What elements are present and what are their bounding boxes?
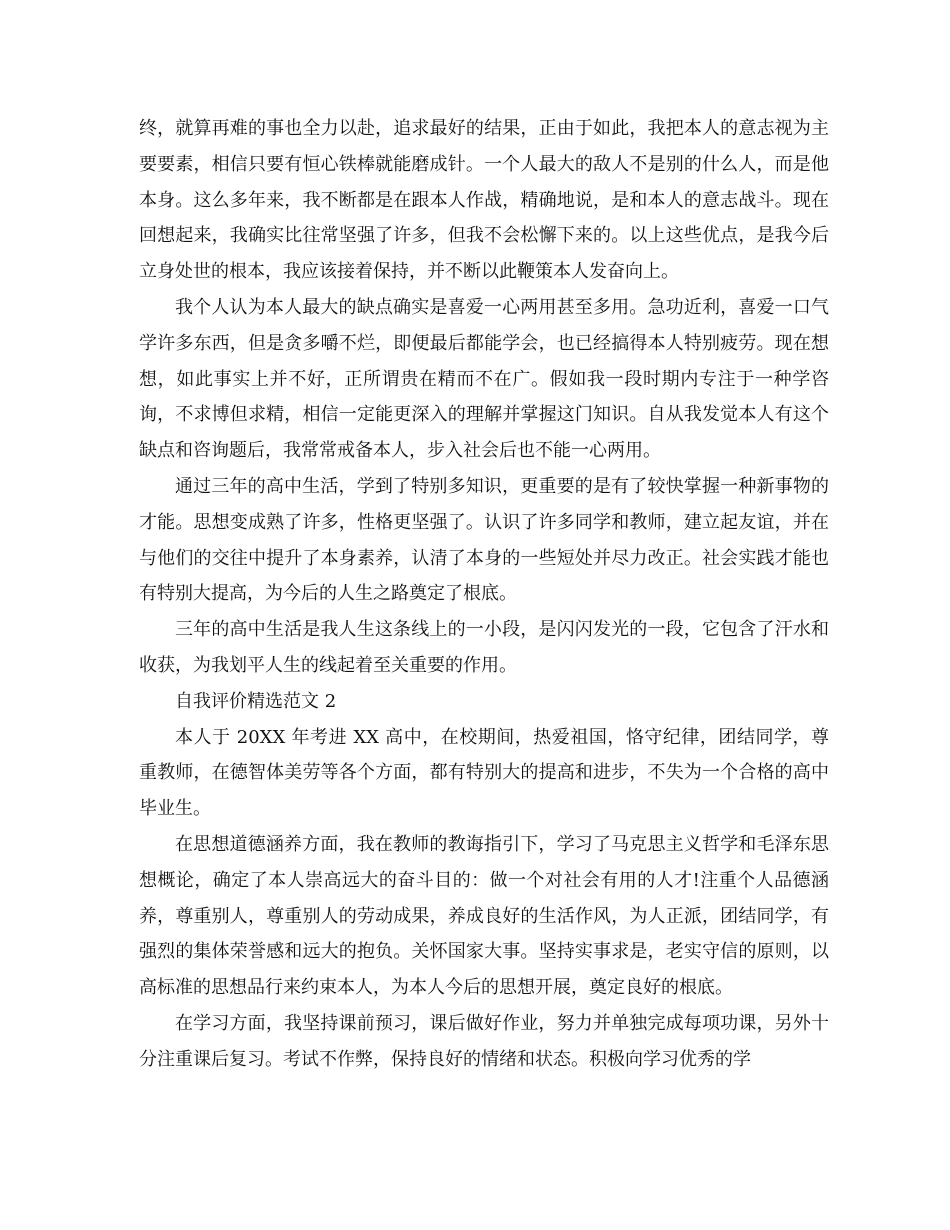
paragraph: 本人于 20XX 年考进 XX 高中，在校期间，热爱祖国，恪守纪律，团结同学，尊重教师，在德智体美劳等各个方面，都有特别大的提高和进步，不失为一个合格的高中毕业生。 — [139, 726, 829, 820]
paragraph: 在思想道德涵养方面，我在教师的教诲指引下，学习了马克思主义哲学和毛泽东思想概论，确定了本人崇高远大的奋斗目的：做一个对社会有用的人才!注重个人品德涵养，尊重别人，尊重别人的劳动成果，养成良好的生活作风，为人正派，团结同学，有强烈的集体荣誉感和远大的抱负。关怀国家大事。坚持实事求是，老实守信的原则，以高标准的思想品行来约束本人，为本人今后的思想开展，奠定良好的根底。 — [139, 833, 829, 999]
document-body — [139, 111, 829, 1078]
paragraph: 通过三年的高中生活，学到了特别多知识，更重要的是有了较快掌握一种新事物的才能。思想变成熟了许多，性格更坚强了。认识了许多同学和教师，建立起友谊，并在与他们的交往中提升了本身素养，认清了本身的一些短处并尽力改正。社会实践才能也有特别大提高，为今后的人生之路奠定了根底。 — [139, 475, 829, 605]
section-heading: 自我评价精选范文 2 — [175, 690, 337, 712]
paragraph: 在学习方面，我坚持课前预习，课后做好作业，努力并单独完成每项功课，另外十分注重课后复习。考试不作弊，保持良好的情绪和状态。积极向学习优秀的学 — [139, 1012, 829, 1070]
paragraph-continued: 终，就算再难的事也全力以赴，追求最好的结果，正由于如此，我把本人的意志视为主要要素，相信只要有恒心铁棒就能磨成针。一个人最大的敌人不是别的什么人，而是他本身。这么多年来，我不断都是在跟本人作战，精确地说，是和本人的意志战斗。现在回想起来，我确实比往常坚强了许多，但我不会松懈下来的。以上这些优点，是我今后立身处世的根本，我应该接着保持，并不断以此鞭策本人发奋向上。 — [139, 118, 829, 283]
paragraph: 我个人认为本人最大的缺点确实是喜爱一心两用甚至多用。急功近利，喜爱一口气学许多东西，但是贪多嚼不烂，即便最后都能学会，也已经搞得本人特别疲劳。现在想想，如此事实上并不好，正所谓贵在精而不在广。假如我一段时期内专注于一种学咨询，不求博但求精，相信一定能更深入的理解并掌握这门知识。自从我发觉本人有这个缺点和咨询题后，我常常戒备本人，步入社会后也不能一心两用。 — [139, 296, 829, 462]
paragraph: 三年的高中生活是我人生这条线上的一小段，是闪闪发光的一段，它包含了汗水和收获，为我划平人生的线起着至关重要的作用。 — [139, 619, 829, 676]
